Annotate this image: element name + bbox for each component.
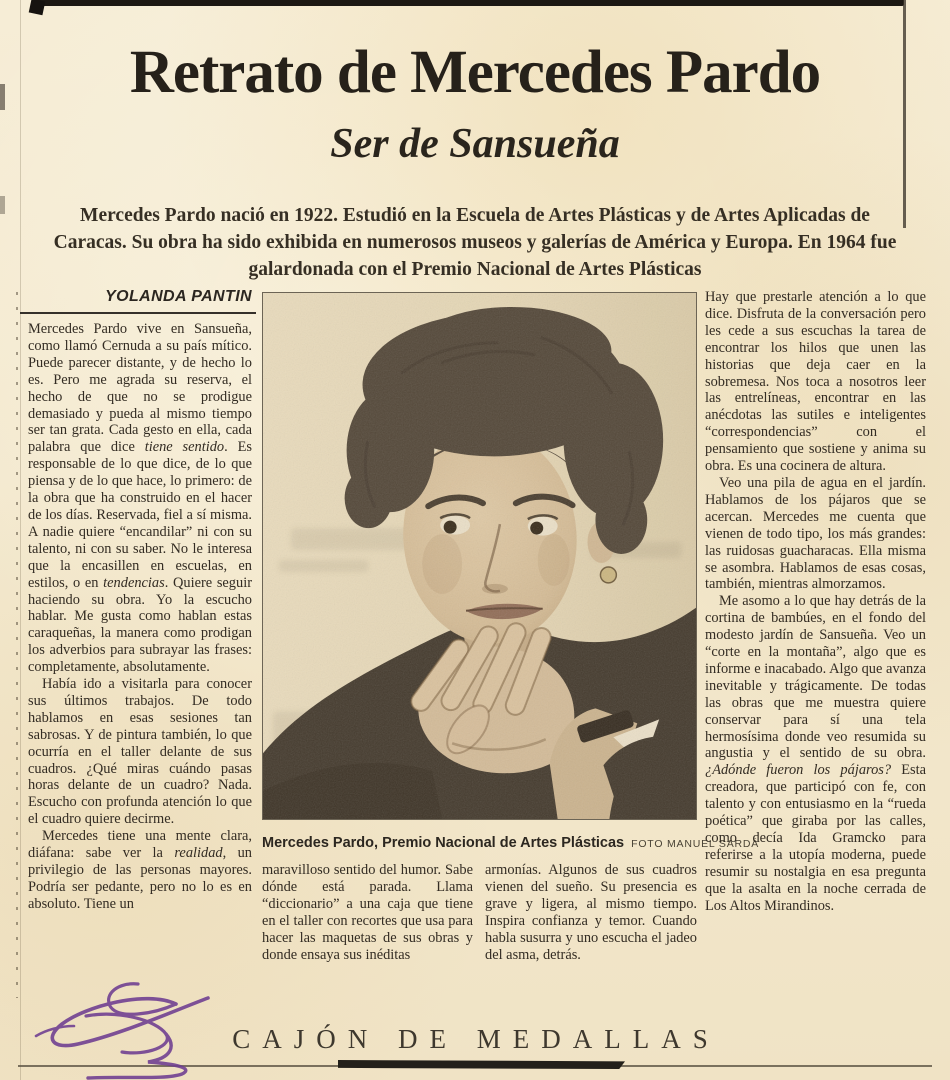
paper-edge-right (903, 0, 906, 228)
right-column (705, 289, 926, 991)
photo-caption: Mercedes Pardo, Premio Nacional de Artes Plásticas (262, 835, 625, 851)
lede-paragraph: Mercedes Pardo nació en 1922. Estudió en la Escuela de Artes Plásticas y de Artes Aplicadas de Caracas. Su obra ha sido exhibida en numerosos museos y galerías de América y Europa. En 1964 fue galardonada con el Premio Nacional de Artes Plásticas (53, 205, 897, 280)
body-paragraph: Había ido a visitarla para conocer sus últimos trabajos. De todo hablamos en esas sesiones tan sabrosas. Y de pintura también, lo que ocurría en el taller delante de sus cuadros. ¿Qué miras cuándo pasas horas delante de un cuadro? Nada. Escucho con profunda atención lo que el cuadro quiere decirme. (28, 676, 252, 828)
bottom-column-2 (485, 862, 697, 992)
subtitle: Ser de Sansueña (330, 121, 620, 167)
bottom-column-1 (262, 862, 473, 992)
body-paragraph: Me asomo a lo que hay detrás de la cortina de bambúes, en el fondo del modesto jardín de Sansueña. Veo un “corte en la montaña”, algo que es informe e inacabado. Algo que avanza inevitable y trágicamente. De todas las obras que me muestra quiere conservar para sí una tela hermosísima donde veo resumida su angustia y el sentido de su obra. ¿Adónde fueron los pájaros? Esta creadora, que participó con fe, con talento y con entusiasmo en la “rueda poética” que giraba por las calles, como decía Ida Gramcko para referirse a la utopía moderna, puede resumir su nostalgia en esa pregunta que la asalta en la noche cerrada de Los Altos Mirandinos. (705, 593, 926, 914)
byline: YOLANDA PANTIN (20, 288, 256, 314)
body-paragraph: Veo una pila de agua en el jardín. Hablamos de los pájaros que se acercan. Mercedes me cuenta que vienen de todo tipo, los más grandes: las ruidosas guacharacas. Ella misma se asombra. Hablamos de esas cosas, también, mientras almorzamos. (705, 474, 926, 593)
headline: Retrato de Mercedes Pardo (129, 39, 821, 106)
body-paragraph: maravilloso sentido del humor. Sabe dónde está parada. Llama “diccionario” a una caja que tiene en el taller con recortes que usa para hacer las maquetas de sus obras y donde ensaya sus inéditas (262, 862, 473, 963)
portrait-photo (262, 292, 697, 820)
paper-edge-mark (0, 196, 5, 214)
body-paragraph: Mercedes tiene una mente clara, diáfana: sabe ver la realidad, un privilegio de las personas mayores. Podría ser pedante, pero no lo es en absoluto. Tiene un (28, 828, 252, 912)
body-paragraph: armonías. Algunos de sus cuadros vienen del sueño. Su presencia es grave y ligera, al mismo tiempo. Inspira confianza y temor. Cuando habla susurra y uno escucha el jadeo del asma, detrás. (485, 862, 697, 963)
left-column (28, 321, 252, 991)
body-paragraph: Mercedes Pardo vive en Sansueña, como llamó Cernuda a su país mítico. Puede parecer distante, y de hecho lo es. Pero me agrada su reserva, el hecho de que no se prodigue demasiado y pueda al mismo tiempo ser tan grata. Cada gesto en ella, cada palabra que dice tiene sentido. Es responsable de lo que dice, de lo que piensa y de lo que hace, lo primero: de la obra que ha construido en el hacer de los días. Reservada, fiel a sí misma. A nadie quiere “encandilar” ni con su talento, ni con su saber. No le interesa que la encasillen en escuelas, en estilos, o en tendencias. Quiere seguir haciendo su obra. Yo la escucho hablar. Me gusta como hablan estas caraqueñas, la manera como prodigan los adverbios para subrayar las frases: completamente, absolutamente. (28, 321, 252, 676)
paper-edge-ticks (16, 292, 18, 998)
signature-scribble (26, 980, 266, 1080)
photo-caption-row (262, 834, 760, 852)
section-footer-title: CAJÓN DE MEDALLAS (232, 1024, 720, 1054)
portrait-illustration (263, 293, 696, 819)
footer-thick-bar (338, 1060, 625, 1069)
torn-edge-top (36, 0, 904, 6)
photo-credit: FOTO MANUEL SARDÁ (631, 838, 760, 850)
body-paragraph: Hay que prestarle atención a lo que dice. Disfruta de la conversación pero les cede a sus escuchas la tarea de encontrar los hilos que unen las historias que deja caer en la sobremesa. Nos toca a nosotros leer las entrelíneas, encontrar en las anécdotas las sutiles e inteligentes “correspondencias” con el pensamiento que sostiene y anima su obra. Es una cocinera de altura. (705, 289, 926, 475)
